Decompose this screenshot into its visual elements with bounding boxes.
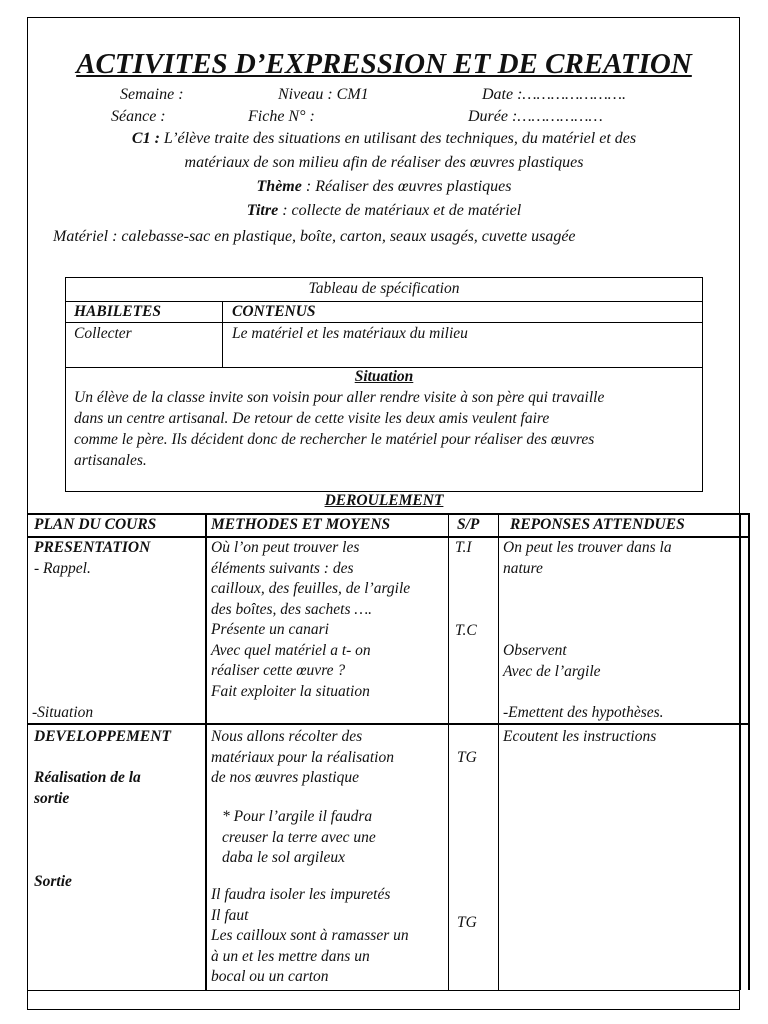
presentation-title: PRESENTATION — [34, 539, 151, 556]
developpement-methodes-2 — [222, 807, 376, 869]
methode-line: cailloux, des feuilles, de l’argile — [211, 580, 411, 597]
niveau-label: Niveau : CM1 — [278, 86, 369, 103]
materiel-line: Matériel : calebasse-sac en plastique, boîte, carton, seaux usagés, cuvette usagée — [53, 228, 576, 245]
developpement-methodes-1 — [211, 727, 394, 789]
spec-caption: Tableau de spécification — [308, 280, 460, 297]
rappel-label: - Rappel. — [34, 560, 91, 577]
presentation-reponses-1 — [503, 538, 672, 579]
sp-tg-1: TG — [457, 749, 477, 766]
plan-header: PLAN DU COURS — [34, 516, 157, 533]
page-title: ACTIVITES D’EXPRESSION ET DE CREATION — [76, 48, 692, 80]
reponse-line: On peut les trouver dans la — [503, 539, 672, 556]
methode-line: de nos œuvres plastique — [211, 769, 359, 786]
presentation-methodes — [211, 538, 410, 702]
semaine-label: Semaine : — [120, 86, 184, 103]
situation-label: -Situation — [32, 704, 94, 721]
methode-line: réaliser cette œuvre ? — [211, 662, 346, 679]
column-border — [748, 513, 750, 990]
realisation-line: Réalisation de la — [34, 769, 141, 786]
methode-line: Les cailloux sont à ramasser un — [211, 927, 409, 944]
methode-line: Nous allons récolter des — [211, 728, 363, 745]
titre-label: Titre — [246, 202, 279, 219]
methode-line: daba le sol argileux — [222, 849, 345, 866]
developpement-methodes-3 — [211, 885, 409, 988]
situation-line: dans un centre artisanal. De retour de cette visite les deux amis veulent faire — [74, 410, 550, 427]
methode-line: Il faut — [211, 906, 249, 924]
reponse-line: Observent — [503, 642, 567, 659]
realisation-label — [34, 768, 141, 809]
sp-ti: T.I — [455, 539, 472, 556]
realisation-line: sortie — [34, 789, 70, 807]
fiche-label: Fiche N° : — [248, 108, 315, 125]
methode-line: matériaux pour la réalisation — [211, 748, 394, 766]
sortie-label: Sortie — [34, 873, 72, 890]
seance-label: Séance : — [111, 108, 166, 125]
methode-line: Avec quel matériel a t- on — [211, 641, 371, 659]
situation-line: artisanales. — [74, 452, 147, 469]
table-bottom-border — [27, 990, 740, 991]
situation-title: Situation — [354, 368, 414, 385]
spec-caption-row — [66, 278, 702, 302]
competence-line-1 — [0, 130, 768, 148]
column-border — [205, 513, 207, 990]
titre-line — [0, 202, 768, 220]
situation-line: Un élève de la classe invite son voisin pour aller rendre visite à son père qui travaille — [74, 389, 605, 406]
date-label: Date :…………………. — [482, 86, 627, 103]
methode-line: à un et les mettre dans un — [211, 947, 370, 965]
presentation-reponses-2 — [503, 641, 601, 682]
sp-header: S/P — [457, 516, 480, 533]
methodes-header: METHODES ET MOYENS — [211, 516, 391, 533]
presentation-reponses-3: -Emettent des hypothèses. — [503, 704, 664, 721]
column-border — [740, 513, 741, 990]
duree-label: Durée :……………… — [468, 108, 603, 125]
methode-line: bocal ou un carton — [211, 968, 329, 985]
situation-text — [74, 387, 699, 471]
theme-label: Thème — [256, 178, 302, 195]
methode-line: * Pour l’argile il faudra — [222, 808, 373, 825]
column-border — [27, 513, 28, 990]
contenus-header: CONTENUS — [232, 303, 316, 320]
titre-text: : collecte de matériaux et de matériel — [282, 202, 522, 219]
habiletes-header: HABILETES — [74, 303, 161, 320]
deroulement-table — [27, 513, 750, 990]
competence-line-2: matériaux de son milieu afin de réaliser des œuvres plastiques — [184, 154, 584, 171]
developpement-title: DEVELOPPEMENT — [34, 728, 171, 745]
spec-column-divider — [222, 301, 223, 367]
deroulement-title: DEROULEMENT — [324, 492, 444, 509]
habiletes-value: Collecter — [74, 325, 132, 342]
situation-line: comme le père. Ils décident donc de rechercher le matériel pour réaliser des œuvres — [74, 431, 595, 448]
column-border — [498, 513, 499, 990]
competence-label: C1 : — [131, 130, 160, 147]
methode-line: des boîtes, des sachets …. — [211, 600, 373, 618]
reponses-header: REPONSES ATTENDUES — [510, 516, 685, 533]
column-border — [448, 513, 449, 990]
sp-tc: T.C — [455, 622, 477, 639]
methode-line: Il faudra isoler les impuretés — [211, 886, 391, 903]
methode-line: Fait exploiter la situation — [211, 682, 370, 700]
sp-tg-2: TG — [457, 914, 477, 931]
contenus-value: Le matériel et les matériaux du milieu — [232, 325, 468, 342]
specification-table — [65, 277, 703, 492]
reponse-line: nature — [503, 559, 543, 577]
theme-line — [0, 178, 768, 196]
methode-line: Où l’on peut trouver les — [211, 539, 360, 556]
methode-line: éléments suivants : des — [211, 559, 354, 577]
developpement-reponses: Ecoutent les instructions — [503, 728, 657, 745]
theme-text: : Réaliser des œuvres plastiques — [305, 178, 512, 195]
methode-line: Présente un canari — [211, 621, 329, 638]
reponse-line: Avec de l’argile — [503, 662, 601, 680]
spec-header-row — [66, 301, 702, 323]
competence-text-1: L’élève traite des situations en utilisant des techniques, du matériel et des — [163, 130, 637, 147]
methode-line: creuser la terre avec une — [222, 828, 376, 846]
